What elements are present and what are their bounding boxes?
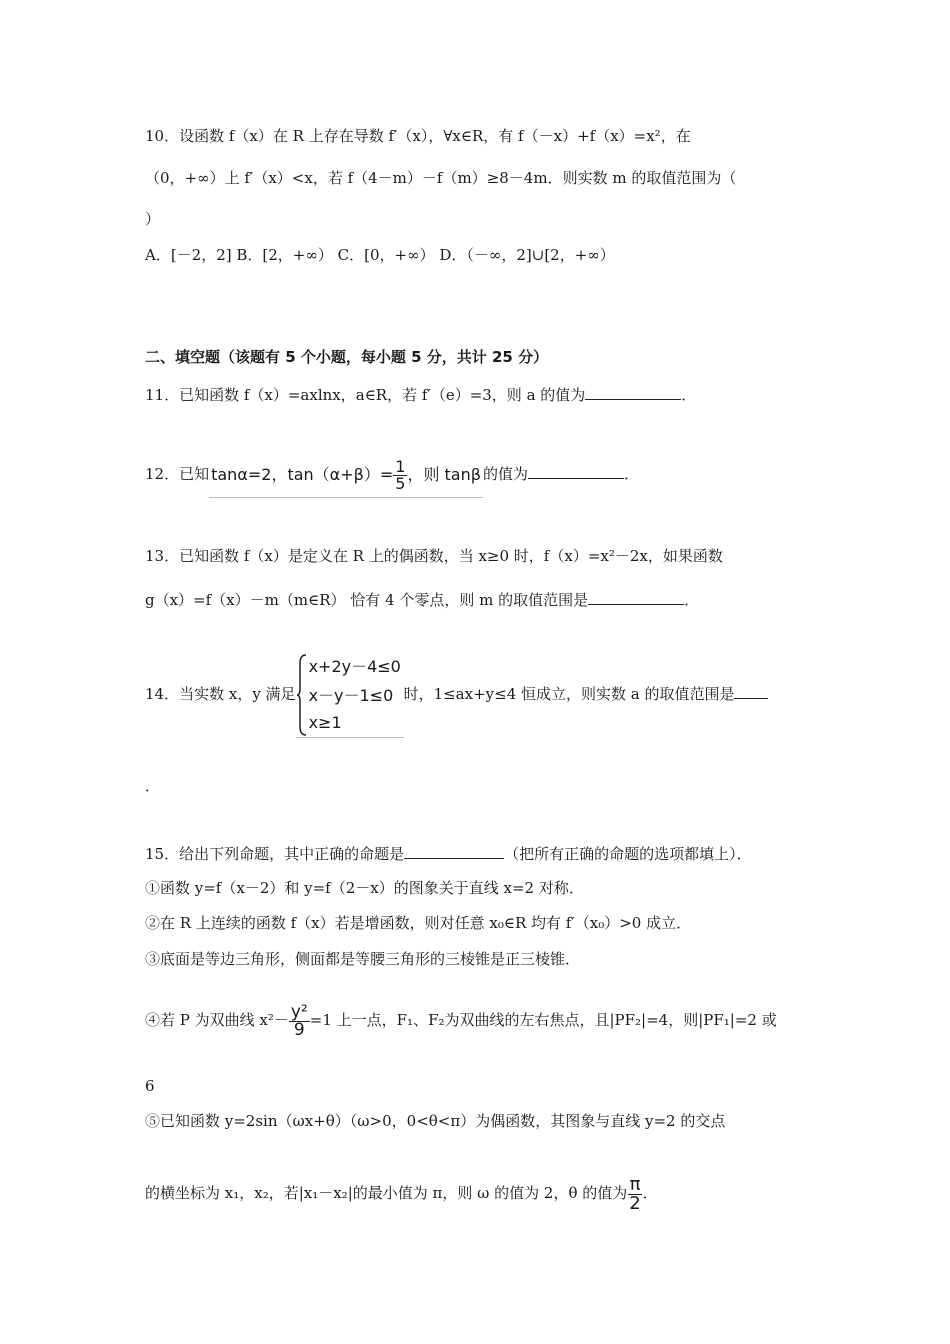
q15-line1 [145, 842, 752, 865]
q15-p2: ②在 R 上连续的函数 f（x）若是增函数，则对任意 x₀∈R 均有 f′（x₀）>0 成立． [145, 914, 692, 932]
brace-icon [296, 653, 308, 737]
q15-p3: ③底面是等边三角形，侧面都是等腰三角形的三棱锥是正三棱锥． [145, 950, 581, 968]
q10-options: A．[－2，2] B．[2，+∞） C．[0，+∞） D．（－∞，2]∪[2，+∞） [145, 246, 615, 264]
q11-text: 11．已知函数 f（x）=axlnx，a∈R，若 f′（e）=3，则 a 的值为 [145, 386, 586, 404]
q13-end: ． [684, 591, 700, 609]
q15-answer-blank[interactable] [404, 842, 504, 859]
q15-p5b: 的横坐标为 x₁，x₂，若|x₁－x₂|的最小值为 π，则 ω 的值为 2，θ 的值为 [145, 1184, 628, 1202]
q15-p4-fraction [289, 1001, 310, 1040]
q15-p4 [145, 990, 777, 1050]
q14-sys3: x≥1 [308, 712, 342, 732]
q12-frac-num: 1 [395, 456, 406, 476]
q10-line3: ） [145, 210, 161, 228]
q14-prefix: 14．当实数 x，y 满足 [145, 685, 296, 703]
q14 [145, 649, 768, 739]
q12-answer-blank[interactable] [528, 462, 624, 479]
q15-p4-den: 9 [293, 1019, 305, 1040]
q13-answer-blank[interactable] [588, 588, 684, 605]
q14-end: ． [145, 777, 161, 795]
q15-p4a: ④若 P 为双曲线 x²－ [145, 1011, 289, 1029]
q12-formula-left: tanα=2，tan（α+β）= [211, 464, 394, 484]
q10-line2: （0，+∞）上 f′（x）<x，若 f（4－m）－f（m）≥8－4m．则实数 m 的取值范围为（ [145, 169, 737, 187]
q14-answer-blank[interactable] [734, 682, 768, 699]
q13-line2 [145, 588, 699, 611]
q12 [145, 452, 639, 498]
q11-answer-blank[interactable] [585, 383, 681, 400]
q15-p5a: ⑤已知函数 y=2sin（ωx+θ）（ω>0，0<θ<π）为偶函数，其图象与直线 y=2 的交点 [145, 1112, 726, 1130]
q12-suffix: 的值为 [482, 465, 528, 483]
q13-line1: 13．已知函数 f（x）是定义在 R 上的偶函数，当 x≥0 时，f（x）=x²－2x，如果函数 [145, 547, 723, 565]
q15-p4b: =1 上一点，F₁、F₂为双曲线的左右焦点，且|PF₂|=4，则|PF₁|=2 或 [309, 1011, 777, 1029]
q15-p5-end: ． [642, 1184, 658, 1202]
q15-p4-num: y² [290, 1001, 308, 1022]
q15-p5-den: 2 [629, 1192, 641, 1214]
q15-p5b-line [145, 1165, 658, 1221]
q11-end: ． [681, 386, 697, 404]
q12-frac-den: 5 [395, 473, 406, 493]
q14-suffix: 时，1≤ax+y≤4 恒成立，则实数 a 的取值范围是 [403, 685, 735, 703]
q12-end: ． [623, 465, 639, 483]
q12-prefix: 12．已知 [145, 465, 210, 483]
q14-system-image [296, 653, 404, 738]
q15-p1: ①函数 y=f（x－2）和 y=f（2－x）的图象关于直线 x=2 对称． [145, 879, 584, 897]
q15-line1a: 15．给出下列命题，其中正确的命题是 [145, 845, 405, 863]
q15-p4c: 6 [145, 1077, 155, 1095]
q15-p5-fraction [627, 1173, 642, 1214]
q12-fraction [393, 456, 407, 493]
q14-sys1: x+2y－4≤0 [308, 656, 401, 676]
section-heading: 二、填空题（该题有 5 个小题，每小题 5 分，共计 25 分） [145, 348, 549, 366]
q15-line1b: （把所有正确的命题的选项都填上）． [504, 845, 752, 863]
q12-formula-right: ，则 tanβ [407, 464, 481, 484]
q10-line1: 10．设函数 f（x）在 R 上存在导数 f′（x），∀x∈R，有 f（－x）+f（x）=x²，在 [145, 127, 691, 145]
q13-text: g（x）=f（x）－m（m∈R） 恰有 4 个零点，则 m 的取值范围是 [145, 591, 589, 609]
q11 [145, 383, 696, 406]
q15-p5-num: π [629, 1173, 641, 1195]
q12-formula-image [209, 453, 483, 498]
q14-sys2: x－y－1≤0 [308, 685, 394, 705]
